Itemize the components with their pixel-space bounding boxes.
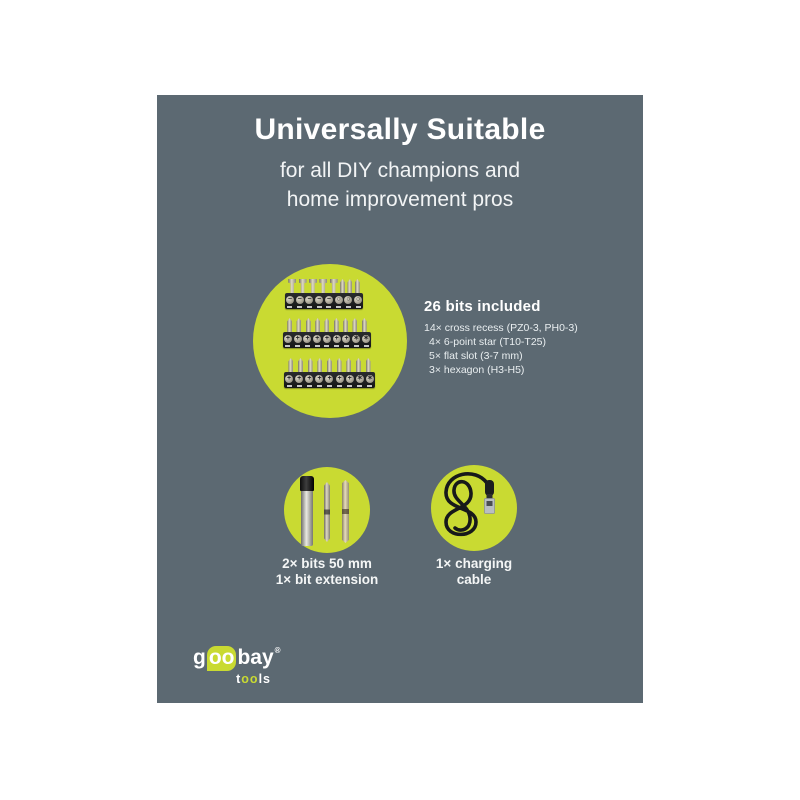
cross-bit (306, 318, 311, 332)
bit-tips (284, 357, 375, 372)
usb-strain-relief (485, 480, 494, 496)
bits-caption-line-1: 2× bits 50 mm (282, 556, 372, 571)
flat-screw-head-icon: − (326, 296, 331, 303)
cross-bit (337, 358, 342, 372)
cross-screw-head-icon: + (297, 375, 302, 382)
bit-spec-line: 4× 6-point star (T10-T25) (429, 336, 547, 348)
cross-screw-head-icon: + (315, 335, 320, 342)
cross-screw-head-icon: + (344, 335, 349, 342)
flat-screw-head-icon: − (307, 296, 312, 303)
info-card (157, 95, 643, 703)
cross-bit (334, 318, 339, 332)
cross-screw-head-icon: + (307, 375, 312, 382)
long-bit-image (324, 482, 330, 542)
cross-screw-head-icon: + (334, 335, 339, 342)
bit-extension-barrel (301, 491, 313, 546)
hex-screw-head-icon: ○ (346, 296, 351, 303)
charging-cable-image (431, 465, 517, 551)
star-screw-head-icon: ✶ (353, 335, 360, 342)
bits-heading: 26 bits included (424, 298, 541, 315)
hex-bit (340, 279, 345, 293)
hex-screw-head-icon: ○ (356, 296, 361, 303)
bit-extension-cap (300, 476, 314, 491)
flat-screw-head-icon: − (317, 296, 322, 303)
cross-bit (324, 318, 329, 332)
bit-strip-row-2 (283, 317, 371, 348)
cross-screw-head-icon: + (287, 375, 292, 382)
bit-extension-image (301, 476, 313, 546)
star-bit (362, 318, 367, 332)
cross-bit (317, 358, 322, 372)
cross-bit (346, 358, 351, 372)
tools-ls: ls (258, 672, 271, 686)
bits-info-block (424, 298, 599, 377)
registered-trademark-icon: ® (274, 646, 281, 655)
bits-caption-line-2: 1× bit extension (275, 572, 379, 587)
flat-bit (288, 279, 296, 293)
bits-caption (250, 556, 404, 588)
cross-bit (296, 318, 301, 332)
bit-holder-strip (285, 293, 363, 309)
bit-tips (285, 278, 363, 293)
hex-bit (347, 279, 352, 293)
star-bit (352, 318, 357, 332)
cross-bit (315, 318, 320, 332)
star-screw-head-icon: ✶ (363, 335, 369, 342)
flat-bit (309, 279, 317, 293)
bit-spec-list (424, 321, 599, 377)
usb-plug-slot (487, 501, 493, 506)
cross-screw-head-icon: + (305, 335, 310, 342)
hex-screw-head-icon: ○ (336, 296, 341, 303)
hex-bit (355, 279, 360, 293)
bit-tips (283, 317, 371, 332)
cross-screw-head-icon: + (347, 375, 352, 382)
page-title: Universally Suitable (254, 113, 546, 146)
cross-screw-head-icon: + (324, 335, 329, 342)
bit-holder-strip (284, 372, 375, 388)
logo-oo: oo (208, 646, 235, 669)
cable-caption-line-1: 1× charging (435, 556, 513, 571)
bit-holder-strip (283, 332, 371, 348)
cross-bit (298, 358, 303, 372)
goobay-logo (193, 646, 281, 686)
cross-bit (343, 318, 348, 332)
subtitle-line-2: home improvement pros (286, 188, 514, 211)
cable-caption-line-2: cable (456, 572, 492, 587)
cross-bit (288, 358, 293, 372)
bit-spec-line: 3× hexagon (H3-H5) (429, 364, 525, 376)
bit-strip-row-3 (284, 357, 375, 388)
tools-t: t (236, 672, 242, 686)
subtitle-line-1: for all DIY champions and (279, 159, 521, 182)
star-bit (366, 358, 371, 372)
page-subtitle (157, 156, 643, 214)
charging-cable-graphic (431, 465, 517, 551)
cross-bit (308, 358, 313, 372)
cable-coil (446, 474, 487, 535)
logo-letter-g: g (193, 646, 206, 669)
tools-wordmark (193, 672, 271, 686)
bit-spec-line: 14× cross recess (PZ0-3, PH0-3) (424, 322, 578, 334)
cross-screw-head-icon: + (327, 375, 332, 382)
flat-bit (299, 279, 307, 293)
flat-bit (319, 279, 327, 293)
tools-oo: oo (241, 672, 259, 686)
flat-bit (330, 279, 338, 293)
star-screw-head-icon: ✶ (366, 375, 373, 382)
star-bit (356, 358, 361, 372)
cross-screw-head-icon: + (317, 375, 322, 382)
flat-screw-head-icon: − (287, 296, 292, 303)
cross-screw-head-icon: + (295, 335, 300, 342)
star-screw-head-icon: ✶ (356, 375, 363, 382)
bit-set-image (253, 264, 407, 418)
long-bit-image (342, 480, 349, 543)
goobay-oo-bubble-icon (207, 646, 237, 671)
flat-screw-head-icon: − (297, 296, 302, 303)
bits-50mm-image (284, 467, 370, 553)
bit-strip-row-1 (285, 278, 363, 309)
logo-bay: bay (237, 646, 274, 669)
header (157, 113, 643, 214)
cross-screw-head-icon: + (285, 335, 290, 342)
cross-bit (287, 318, 292, 332)
bit-spec-line: 5× flat slot (3-7 mm) (429, 350, 523, 362)
cross-screw-head-icon: + (337, 375, 342, 382)
cross-bit (327, 358, 332, 372)
cable-caption (400, 556, 548, 588)
goobay-wordmark (193, 646, 281, 671)
